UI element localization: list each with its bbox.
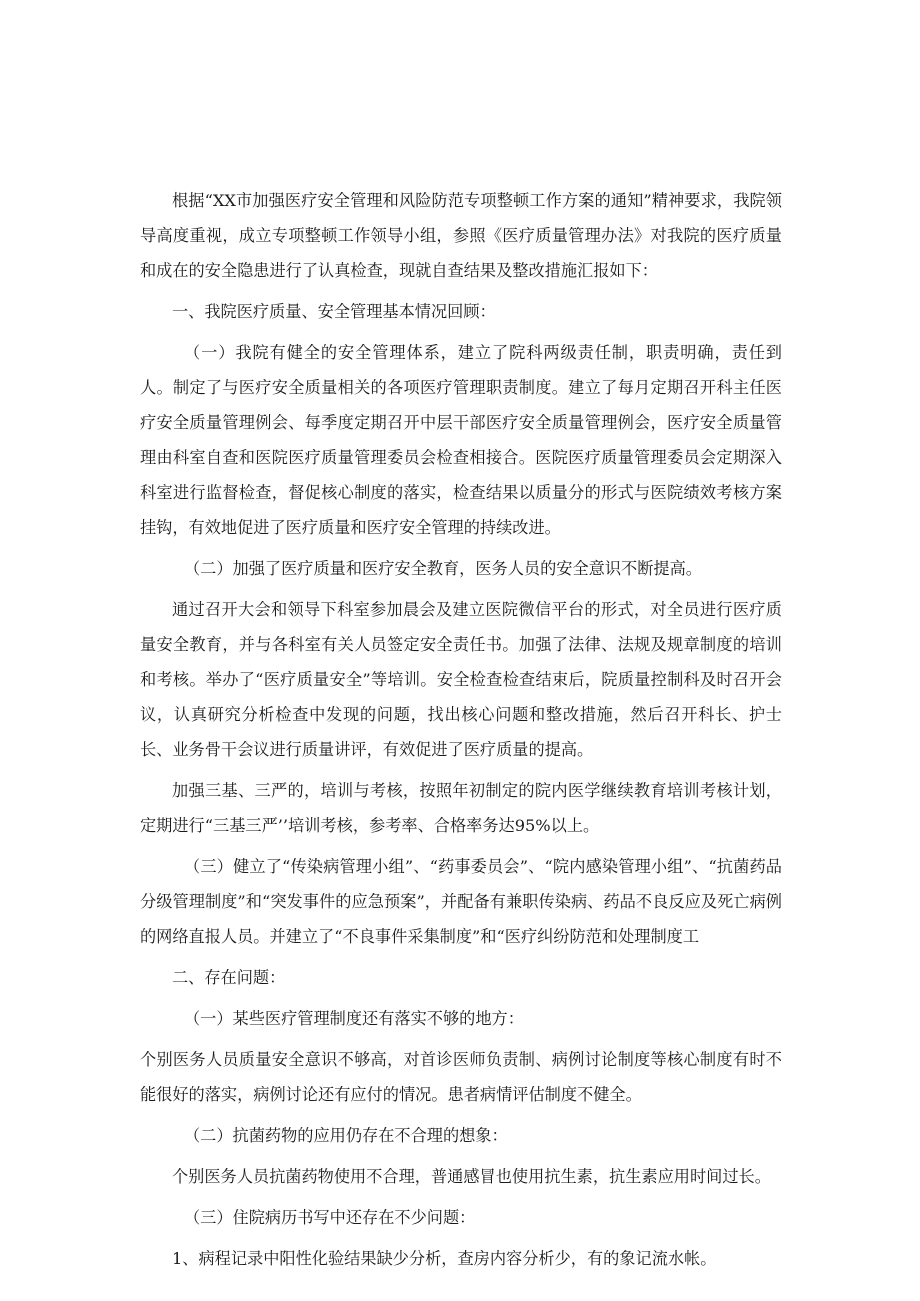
subsection-1-paragraph: （一）我院有健全的安全管理体系，建立了院科两级责任制，职责明确，责任到人。制定了与医疗安全质量相关的各项医疗管理职责制度。建立了每月定期召开科主任医疗安全质量管理例会、每季度定期召开中层干部医疗安全质量管理例会，医疗安全质量管理由科室自查和医院医疗质量管理委员会检查相接合。医院医疗质量管理委员会定期深入科室进行监督检查，督促核心制度的落实，检查结果以质量分的形式与医院绩效考核方案挂钩，有效地促进了医疗质量和医疗安全管理的持续改进。 [140,343,782,537]
body-paragraph: 通过召开大会和领导下科室参加晨会及建立医院微信平台的形式，对全员进行医疗质量安全教育，并与各科室有关人员签定安全责任书。加强了法律、法规及规章制度的培训和考核。举办了“医疗质量安全”等培训。安全检查检查结束后，院质量控制科及时召开会议，认真研究分析检查中发现的问题，找出核心问题和整改措施，然后召开科长、护士长、业务骨干会议进行质量讲评，有效促进了医疗质量的提高。 [140,600,782,759]
body-paragraph: 个别医务人员抗菌药物使用不合理，普通感冒也使用抗生素，抗生素应用时间过长。 [172,1167,771,1186]
problem-heading-2: （二）抗菌药物的应用仍存在不合理的想象： [184,1126,508,1145]
section-heading-2: 二、存在问题： [172,968,286,987]
subsection-2-heading: （二）加强了医疗质量和医疗安全教育，医务人员的安全意识不断提高。 [184,559,702,578]
section-heading-1: 一、我院医疗质量、安全管理基本情况回顾： [172,302,496,321]
problem-heading-3: （三）住院病历书写中还存在不少问题： [184,1208,476,1227]
list-item: 1、病程记录中阳性化验结果缺少分析，查房内容分析少，有的象记流水帐。 [172,1249,717,1268]
document-body [140,183,782,1276]
subsection-3-paragraph: （三）健立了“传染病管理小组”、“药事委员会”、“院内感染管理小组”、“抗菌药品分级管理制度”和“突发事件的应急预案”，并配备有兼职传染病、药品不良反应及死亡病例的网络直报人员。并建立了“不良事件采集制度”和“医疗纠纷防范和处理制度工 [140,857,782,946]
intro-paragraph: 根据“XX市加强医疗安全管理和风险防范专项整顿工作方案的通知”精神要求，我院领导高度重视，成立专项整顿工作领导小组，参照《医疗质量管理办法》对我院的医疗质量和成在的安全隐患进行了认真检查，现就自查结果及整改措施汇报如下： [140,191,782,280]
problem-heading-1: （一）某些医疗管理制度还有落实不够的地方： [184,1009,524,1028]
body-paragraph: 个别医务人员质量安全意识不够高，对首诊医师负责制、病例讨论制度等核心制度有时不能很好的落实，病例讨论还有应付的情况。患者病情评估制度不健全。 [140,1050,782,1104]
body-paragraph: 加强三基、三严的，培训与考核，按照年初制定的院内医学继续教育培训考核计划，定期进行“三基三严’’培训考核，参考率、合格率务达95%以上。 [140,781,782,835]
